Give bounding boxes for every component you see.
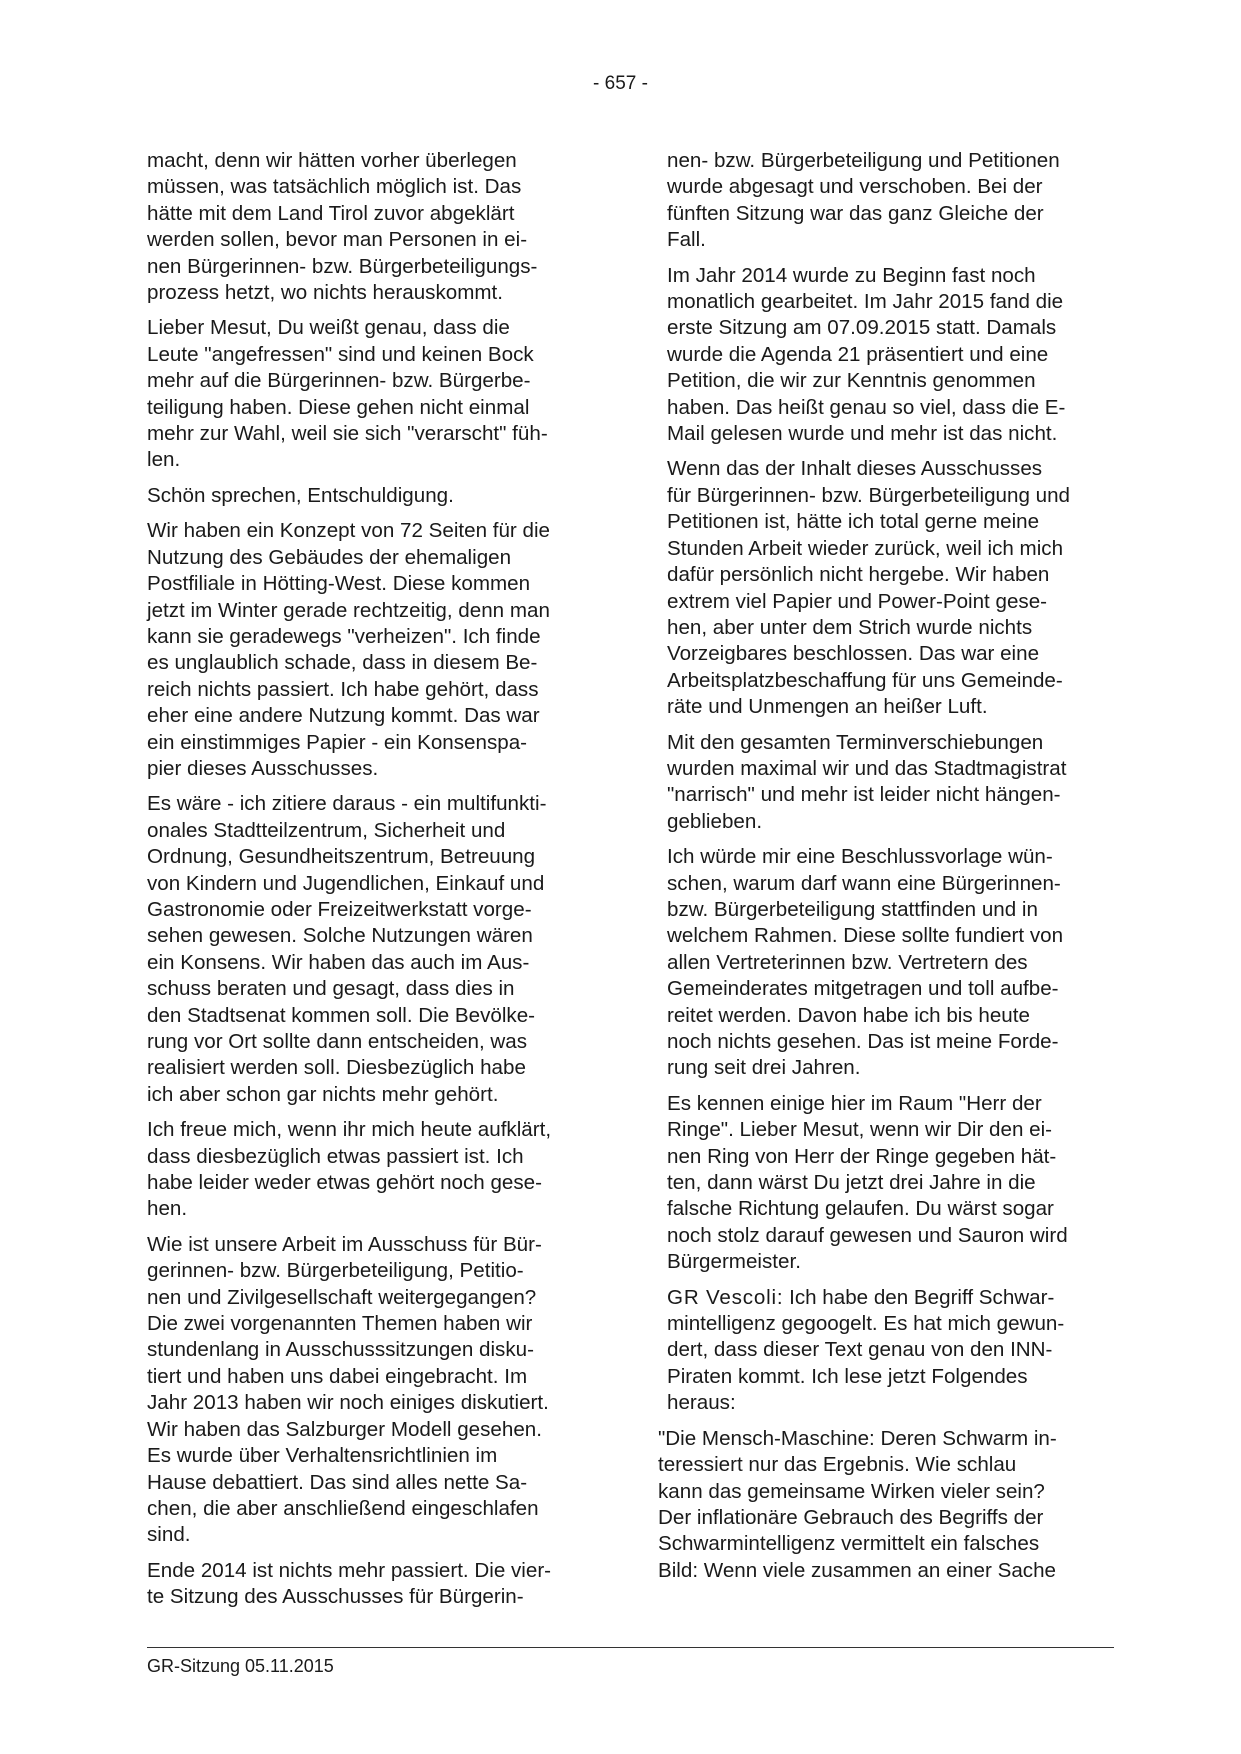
paragraph: Wir haben ein Konzept von 72 Seiten für die Nutzung des Gebäudes der ehemaligen Postfiliale in Hötting-West. Diese kommen jetzt im Winter gerade rechtzeitig, denn man kann sie geradewegs "verheizen". Ich finde es unglaublich schade, dass in diesem Be- reich nichts passiert. Ich habe gehört, dass eher eine andere Nutzung kommt. Das war ein einstimmiges Papier - ein Konsenspa- pier dieses Ausschusses.: [147, 519, 550, 780]
right-column: [658, 148, 1122, 1593]
page-number: - 657 -: [593, 73, 648, 94]
paragraph: Im Jahr 2014 wurde zu Beginn fast noch monatlich gearbeitet. Im Jahr 2015 fand die erste Sitzung am 07.09.2015 statt. Damals wurde die Agenda 21 präsentiert und eine Petition, die wir zur Kenntnis genommen haben. Das heißt genau so viel, dass die E- Mail gelesen wurde und mehr ist das nicht.: [667, 263, 1066, 446]
paragraph: Mit den gesamten Terminverschiebungen wurden maximal wir und das Stadtmagistrat "narrisch" und mehr ist leider nicht hängen- geblieben.: [667, 730, 1067, 833]
paragraph: Wie ist unsere Arbeit im Ausschuss für Bür- gerinnen- bzw. Bürgerbeteiligung, Petitio- nen und Zivilgesellschaft weitergegangen? Die zwei vorgenannten Themen haben wir stundenlang in Ausschusssitzungen disku- tiert und haben uns dabei eingebracht. Im Jahr 2013 haben wir noch einiges diskutiert. Wir haben das Salzburger Modell gesehen. Es wurde über Verhaltensrichtlinien im Hause debattiert. Das sind alles nette Sa- chen, die aber anschließend eingeschlafen sind.: [147, 1232, 549, 1547]
paragraph: Schön sprechen, Entschuldigung.: [147, 483, 454, 507]
left-column: [147, 148, 599, 1620]
footer-divider: [147, 1647, 1114, 1648]
paragraph: Lieber Mesut, Du weißt genau, dass die Leute "angefressen" sind und keinen Bock mehr auf die Bürgerinnen- bzw. Bürgerbe- teiligung haben. Diese gehen nicht einmal mehr zur Wahl, weil sie sich "verarscht" füh- len.: [147, 316, 548, 472]
paragraph: Ende 2014 ist nichts mehr passiert. Die vier- te Sitzung des Ausschusses für Bürgerin-: [147, 1558, 552, 1609]
speaker-name: GR Vescoli:: [667, 1285, 784, 1309]
speaker-paragraph: [667, 1285, 1122, 1417]
paragraph: Es wäre - ich zitiere daraus - ein multifunkti- onales Stadtteilzentrum, Sicherheit und Ordnung, Gesundheitszentrum, Betreuung von Kindern und Jugendlichen, Einkauf und Gastronomie oder Freizeitwerkstatt vorge- sehen gewesen. Solche Nutzungen wären ein Konsens. Wir haben das auch im Aus- schuss beraten und gesagt, dass dies in den Stadtsenat kommen soll. Die Bevölke- rung vor Ort sollte dann entscheiden, was realisiert werden soll. Diesbezüglich habe ich aber schon gar nichts mehr gehört.: [147, 792, 547, 1106]
paragraph: Es kennen einige hier im Raum "Herr der Ringe". Lieber Mesut, wenn wir Dir den ei- nen Ring von Herr der Ringe gegeben hät- ten, dann wärst Du jetzt drei Jahre in die falsche Richtung gelaufen. Du wärst sogar noch stolz darauf gewesen und Sauron wird Bürgermeister.: [667, 1091, 1068, 1274]
paragraph: Ich freue mich, wenn ihr mich heute aufklärt, dass diesbezüglich etwas passiert ist. Ich habe leider weder etwas gehört noch gese- hen.: [147, 1118, 552, 1221]
paragraph: nen- bzw. Bürgerbeteiligung und Petitionen wurde abgesagt und verschoben. Bei der fünften Sitzung war das ganz Gleiche der Fall.: [667, 149, 1060, 252]
paragraph: macht, denn wir hätten vorher überlegen müssen, was tatsächlich möglich ist. Das hätte mit dem Land Tirol zuvor abgeklärt werden sollen, bevor man Personen in ei- nen Bürgerinnen- bzw. Bürgerbeteiligungs- prozess hetzt, wo nichts herauskommt.: [147, 149, 538, 305]
paragraph: Wenn das der Inhalt dieses Ausschusses für Bürgerinnen- bzw. Bürgerbeteiligung und Petitionen ist, hätte ich total gerne meine Stunden Arbeit wieder zurück, weil ich mich dafür persönlich nicht hergebe. Wir haben extrem viel Papier und Power-Point gese- hen, aber unter dem Strich wurde nichts Vorzeigbares beschlossen. Das war eine Arbeitsplatzbeschaffung für uns Gemeinde- räte und Unmengen an heißer Luft.: [667, 457, 1070, 719]
footer-session-label: GR-Sitzung 05.11.2015: [147, 1656, 334, 1676]
speaker-text: Ich habe den Begriff Schwar- mintelligenz gegoogelt. Es hat mich gewun- dert, dass dieser Text genau von den INN- Piraten kommt. Ich lese jetzt Folgendes heraus:: [667, 1285, 1065, 1415]
paragraph: Ich würde mir eine Beschlussvorlage wün- schen, warum darf wann eine Bürgerinnen- bzw. Bürgerbeteiligung stattfinden und in welchem Rahmen. Diese sollte fundiert von allen Vertreterinnen bzw. Vertretern des Gemeinderates mitgetragen und toll aufbe- reitet werden. Davon habe ich bis heute noch nichts gesehen. Das ist meine Forde- rung seit drei Jahren.: [667, 845, 1064, 1080]
quote-paragraph: "Die Mensch-Maschine: Deren Schwarm in- teressiert nur das Ergebnis. Wie schlau kann das gemeinsame Wirken vieler sein? Der inflationäre Gebrauch des Begriffs der Schwarmintelligenz vermittelt ein falsches Bild: Wenn viele zusammen an einer Sache: [658, 1426, 1057, 1582]
